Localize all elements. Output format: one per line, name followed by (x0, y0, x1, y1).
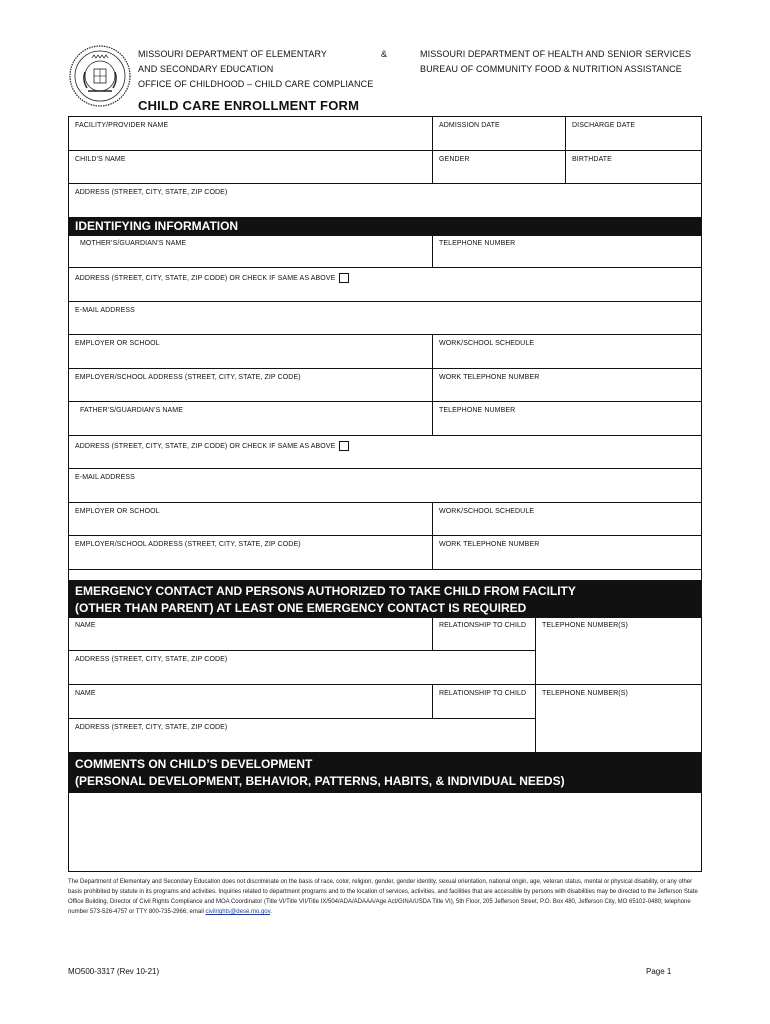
mother-work-phone-label: WORK TELEPHONE NUMBER (439, 374, 540, 381)
notice-end: . (270, 909, 272, 915)
section-emergency-line: (OTHER THAN PARENT) AT LEAST ONE EMERGENCY CONTACT IS REQUIRED (75, 601, 527, 615)
agency-right-line: MISSOURI DEPARTMENT OF HEALTH AND SENIOR SERVICES (420, 49, 692, 59)
contact-2-relationship-field[interactable] (433, 685, 535, 718)
child-row (69, 151, 701, 184)
father-work-phone-label: WORK TELEPHONE NUMBER (439, 541, 540, 548)
contact-1-relationship-field[interactable] (433, 617, 535, 650)
contact-2-name-row (69, 685, 535, 719)
contact-2 (69, 685, 701, 753)
father-employer-address-row (69, 536, 701, 570)
mother-address-text: ADDRESS (STREET, CITY, STATE, ZIP CODE) OR CHECK IF SAME AS ABOVE (75, 274, 336, 282)
nondiscrimination-notice (68, 877, 702, 917)
child-address-label: ADDRESS (STREET, CITY, STATE, ZIP CODE) (75, 189, 228, 196)
agency-left-line: MISSOURI DEPARTMENT OF ELEMENTARY (138, 49, 327, 59)
father-name-field[interactable] (69, 402, 433, 435)
notice-text: The Department of Elementary and Secondary Education does not discriminate on the basis of race, color, religion, gender, gender identity, sexual orientation, national origin, age, veteran status, mental or physical disability, or any other basis prohibited by statute in its programs and activities. Inquiries related to department programs and to the location of services, activities, and facilities that are accessible by persons with disabilities may be directed to the Jefferson State Office Building, Director of Civil Rights Compliance and MOA Coordinator (Title VI/Title VII/Title IX/504/ADA/ADAAA/Age Act/GINA/USDA Title VI), 5th Floor, 205 Jefferson Street, P.O. Box 480, Jefferson City, MO 65102-0480; telephone number 573-526-4757 or TTY 800-735-2966; email (68, 879, 698, 915)
contact-2-relationship-label: RELATIONSHIP TO CHILD (439, 690, 527, 697)
agency-left-line: AND SECONDARY EDUCATION (138, 64, 274, 74)
mother-address-row (69, 268, 701, 302)
facility-label: FACILITY/PROVIDER NAME (75, 122, 169, 129)
page-number: Page 1 (646, 967, 672, 976)
father-email-row (69, 469, 701, 503)
comments-field[interactable] (69, 793, 701, 871)
contact-1-phones-label: TELEPHONE NUMBER(S) (542, 622, 628, 629)
contact-1-name-label: NAME (75, 622, 96, 629)
mother-phone-label: TELEPHONE NUMBER (439, 240, 516, 247)
birthdate-field[interactable] (566, 151, 701, 183)
mother-email-field[interactable] (69, 302, 701, 334)
missouri-state-seal-icon (68, 44, 132, 108)
contact-1-relationship-label: RELATIONSHIP TO CHILD (439, 622, 527, 629)
mother-email-label: E-MAIL ADDRESS (75, 307, 135, 314)
agency-left-line: OFFICE OF CHILDHOOD – CHILD CARE COMPLIANCE (138, 79, 374, 89)
section-emergency (69, 580, 701, 618)
father-employer-row (69, 503, 701, 536)
mother-phone-field[interactable] (433, 235, 701, 267)
birthdate-label: BIRTHDATE (572, 156, 612, 163)
mother-name-label: MOTHER’S/GUARDIAN’S NAME (80, 240, 187, 247)
father-employer-field[interactable] (69, 503, 433, 535)
father-address-field[interactable] (69, 436, 701, 468)
agency-ampersand: & (381, 49, 388, 59)
mother-address-label (75, 273, 349, 283)
discharge-date-field[interactable] (566, 117, 701, 150)
father-employer-address-field[interactable] (69, 536, 433, 569)
father-email-field[interactable] (69, 469, 701, 502)
child-name-field[interactable] (69, 151, 433, 183)
father-address-row (69, 436, 701, 469)
contact-1-name-row (69, 617, 535, 651)
father-address-text: ADDRESS (STREET, CITY, STATE, ZIP CODE) OR CHECK IF SAME AS ABOVE (75, 442, 336, 450)
contact-2-left (69, 685, 536, 752)
mother-employer-label: EMPLOYER OR SCHOOL (75, 340, 160, 347)
father-email-label: E-MAIL ADDRESS (75, 474, 135, 481)
form-number: MO500-3317 (Rev 10-21) (68, 967, 160, 976)
contact-1-address-label: ADDRESS (STREET, CITY, STATE, ZIP CODE) (75, 656, 228, 663)
contact-2-name-field[interactable] (69, 685, 433, 718)
comments-row (69, 793, 701, 871)
section-comments-line: (PERSONAL DEVELOPMENT, BEHAVIOR, PATTERNS, HABITS, & INDIVIDUAL NEEDS) (75, 774, 565, 788)
child-address-field[interactable] (69, 184, 701, 217)
mother-row (69, 235, 701, 268)
mother-schedule-label: WORK/SCHOOL SCHEDULE (439, 340, 535, 347)
form-title: CHILD CARE ENROLLMENT FORM (138, 98, 360, 113)
mother-schedule-field[interactable] (433, 335, 701, 368)
father-address-label (75, 441, 349, 451)
discharge-date-label: DISCHARGE DATE (572, 122, 636, 129)
contact-2-address-label: ADDRESS (STREET, CITY, STATE, ZIP CODE) (75, 724, 228, 731)
contact-1-name-field[interactable] (69, 617, 433, 650)
mother-email-row (69, 302, 701, 335)
mother-employer-address-row (69, 369, 701, 402)
same-address-checkbox[interactable] (339, 273, 349, 283)
same-address-checkbox[interactable] (339, 441, 349, 451)
agency-left (138, 47, 398, 92)
child-name-label: CHILD’S NAME (75, 156, 126, 163)
contact-2-phones-label: TELEPHONE NUMBER(S) (542, 690, 628, 697)
contact-1-left (69, 617, 536, 684)
civil-rights-email-link[interactable]: civilrights@dese.mo.gov (205, 909, 271, 915)
facility-field[interactable] (69, 117, 433, 150)
agency-right-line: BUREAU OF COMMUNITY FOOD & NUTRITION ASSISTANCE (420, 64, 682, 74)
agency-right (420, 47, 720, 77)
contact-1 (69, 617, 701, 685)
section-emergency-line: EMERGENCY CONTACT AND PERSONS AUTHORIZED TO TAKE CHILD FROM FACILITY (75, 584, 576, 598)
father-schedule-field[interactable] (433, 503, 701, 535)
enrollment-form (68, 116, 702, 872)
contact-2-name-label: NAME (75, 690, 96, 697)
father-phone-label: TELEPHONE NUMBER (439, 407, 516, 414)
admission-date-label: ADMISSION DATE (439, 122, 500, 129)
father-name-label: FATHER’S/GUARDIAN’S NAME (80, 407, 184, 414)
father-phone-field[interactable] (433, 402, 701, 435)
child-address-row (69, 184, 701, 218)
contact-2-address-field[interactable] (69, 719, 535, 752)
mother-employer-row (69, 335, 701, 369)
contact-2-phones-field[interactable] (536, 685, 701, 752)
section-comments (69, 753, 701, 793)
mother-employer-field[interactable] (69, 335, 433, 368)
gender-field[interactable] (433, 151, 566, 183)
gender-label: GENDER (439, 156, 470, 163)
father-work-phone-field[interactable] (433, 536, 701, 569)
father-schedule-label: WORK/SCHOOL SCHEDULE (439, 508, 535, 515)
mother-address-field[interactable] (69, 268, 701, 301)
father-employer-address-label: EMPLOYER/SCHOOL ADDRESS (STREET, CITY, STATE, ZIP CODE) (75, 541, 301, 548)
section-identifying: IDENTIFYING INFORMATION (69, 218, 701, 236)
facility-row (69, 117, 701, 151)
mother-employer-address-field[interactable] (69, 369, 433, 401)
contact-1-phones-field[interactable] (536, 617, 701, 684)
father-row (69, 402, 701, 436)
contact-1-address-field[interactable] (69, 651, 535, 684)
admission-date-field[interactable] (433, 117, 566, 150)
mother-name-field[interactable] (69, 235, 433, 267)
section-comments-line: COMMENTS ON CHILD’S DEVELOPMENT (75, 757, 313, 771)
mother-employer-address-label: EMPLOYER/SCHOOL ADDRESS (STREET, CITY, STATE, ZIP CODE) (75, 374, 301, 381)
father-employer-label: EMPLOYER OR SCHOOL (75, 508, 160, 515)
mother-work-phone-field[interactable] (433, 369, 701, 401)
